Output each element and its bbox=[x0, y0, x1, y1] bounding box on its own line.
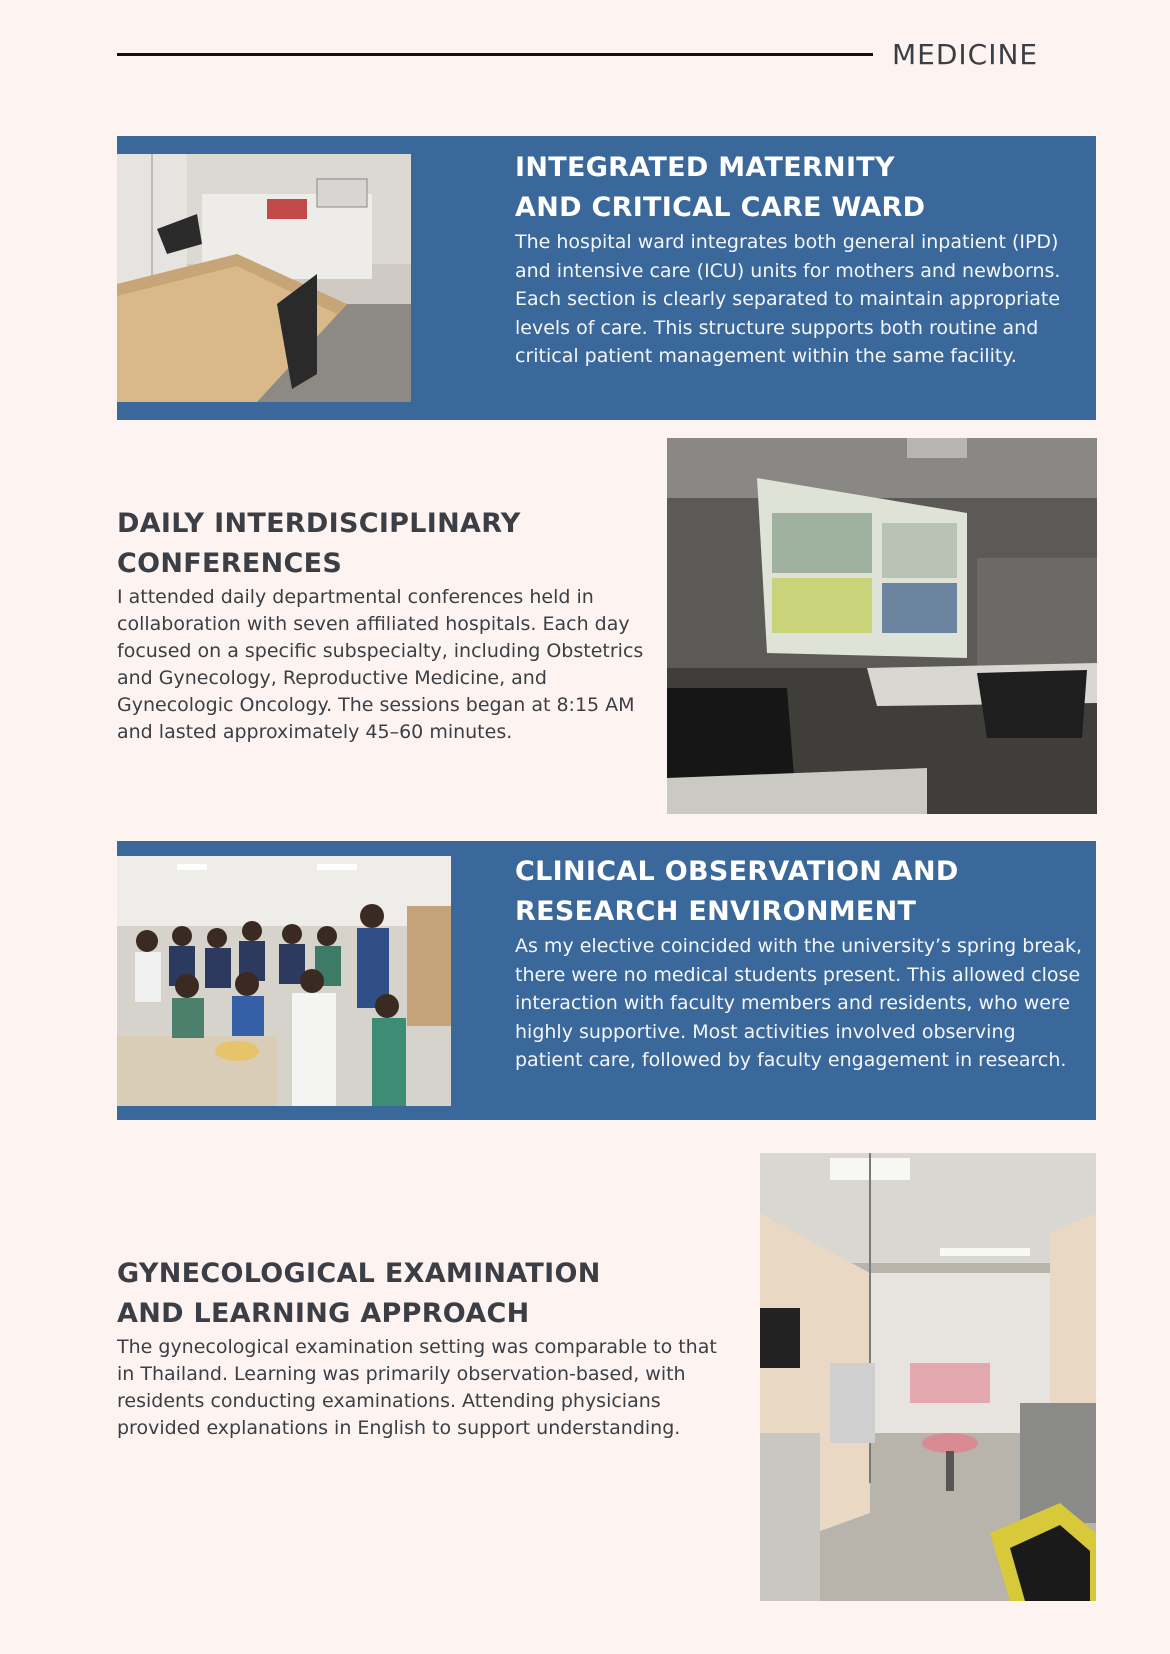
title-line-2: AND LEARNING APPROACH bbox=[117, 1298, 530, 1329]
section-maternity-body: The hospital ward integrates both general inpatient (IPD) and intensive care (ICU) units for mothers and newborns. Each section is clearly separated to maintain appropriate levels of care. This structure supports both routine and critical patient management within the same facility. bbox=[515, 231, 1061, 368]
title-line-2: RESEARCH ENVIRONMENT bbox=[515, 896, 917, 927]
section-conferences-text bbox=[117, 504, 657, 746]
section-label: MEDICINE bbox=[892, 38, 1039, 71]
section-research-text bbox=[515, 852, 1085, 1075]
title-line-1: DAILY INTERDISCIPLINARY bbox=[117, 508, 521, 539]
examination-room-photo bbox=[760, 1153, 1096, 1601]
header-rule bbox=[117, 53, 873, 56]
section-conferences-body: I attended daily departmental conferences held in collaboration with seven affiliated hospitals. Each day focused on a specific subspecialty, including Obstetrics and Gynecology, Reproductive Medicine, and Gynecologic Oncology. The sessions began at 8:15 AM and lasted approximately 45–60 minutes. bbox=[117, 586, 644, 743]
section-research-title bbox=[515, 852, 1085, 932]
section-examination-text bbox=[117, 1254, 717, 1442]
title-line-1: GYNECOLOGICAL EXAMINATION bbox=[117, 1258, 601, 1289]
ward-room-photo bbox=[117, 154, 411, 402]
title-line-1: CLINICAL OBSERVATION AND bbox=[515, 856, 959, 887]
title-line-2: CONFERENCES bbox=[117, 548, 343, 579]
section-research-body: As my elective coincided with the university’s spring break, there were no medical students present. This allowed close interaction with faculty members and residents, who were highly supportive. Most activities involved observing patient care, followed by faculty engagement in research. bbox=[515, 935, 1083, 1072]
section-examination-body: The gynecological examination setting was comparable to that in Thailand. Learning was primarily observation-based, with residents conducting examinations. Attending physicians provided explanations in English to support understanding. bbox=[117, 1336, 717, 1439]
section-conferences-title bbox=[117, 504, 657, 584]
section-maternity-text bbox=[515, 148, 1085, 371]
section-maternity-title bbox=[515, 148, 1085, 228]
conference-room-photo bbox=[667, 438, 1097, 814]
team-group-photo bbox=[117, 856, 451, 1106]
section-examination-title bbox=[117, 1254, 717, 1334]
title-line-1: INTEGRATED MATERNITY bbox=[515, 152, 895, 183]
title-line-2: AND CRITICAL CARE WARD bbox=[515, 192, 926, 223]
